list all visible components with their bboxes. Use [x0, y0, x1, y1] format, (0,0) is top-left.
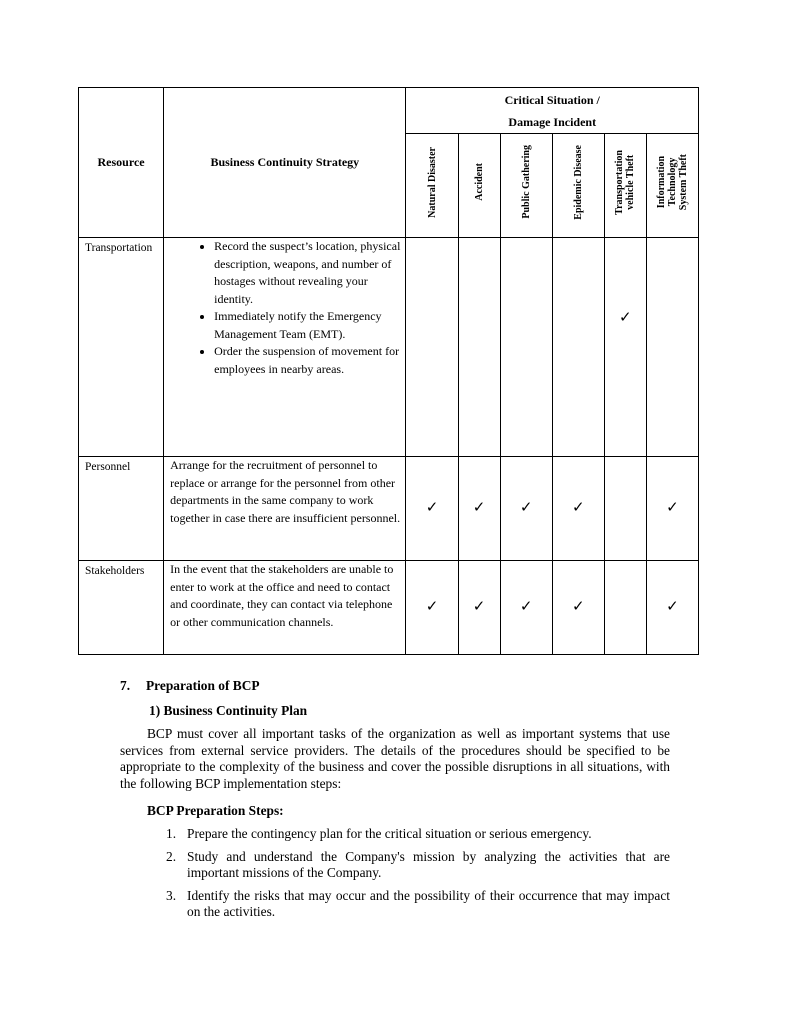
check-cell — [604, 561, 646, 655]
check-cell — [406, 238, 458, 457]
incident-header-line: Public Gathering — [520, 145, 532, 220]
subsection-heading: 1) Business Continuity Plan — [149, 703, 308, 718]
strategy-cell — [164, 457, 406, 561]
resource-cell: Transportation — [79, 238, 164, 457]
incident-header — [500, 134, 552, 238]
check-cell — [500, 457, 552, 561]
incident-header-label — [656, 154, 689, 210]
check-cell — [458, 561, 500, 655]
check-mark-icon: ✓ — [571, 499, 585, 516]
incident-header-line: vehicle Theft — [625, 154, 637, 210]
incident-header-label — [427, 147, 438, 218]
table-row — [79, 238, 699, 457]
step-text: Prepare the contingency plan for the critical situation or serious emergency. — [187, 826, 592, 841]
strategy-bullet: • Immediately notify the Emergency Management Team (EMT). — [214, 308, 401, 343]
check-mark-icon: ✓ — [666, 499, 679, 516]
check-mark-icon: ✓ — [472, 499, 486, 516]
check-cell — [646, 457, 698, 561]
strategy-text: In the event that the stakeholders are unable to enter to work at the office and need to contact and coordinate, they can contact via telephone or other communication channels. — [170, 562, 394, 629]
incident-header-line: Accident — [473, 163, 485, 202]
check-mark-icon: ✓ — [571, 598, 585, 615]
step-number: 1. — [166, 826, 177, 841]
check-cell — [646, 238, 698, 457]
resource-cell: Stakeholders — [79, 561, 164, 655]
resource-cell: Personnel — [79, 457, 164, 561]
strategy-text: Arrange for the recruitment of personnel to replace or arrange for the personnel from other departments in the same company to work together in case there are insufficient personnel. — [170, 458, 401, 525]
incident-header-line: Epidemic Disease — [572, 144, 584, 220]
table-row — [79, 457, 699, 561]
incident-header — [552, 134, 604, 238]
incident-header-line: Information — [655, 156, 667, 209]
strategy-cell — [164, 561, 406, 655]
incident-header-line: Natural Disaster — [426, 146, 438, 218]
header-critical-line1: Critical Situation / — [504, 93, 600, 107]
step-number: 3. — [166, 887, 177, 903]
step-number: 2. — [166, 848, 177, 864]
list-item — [166, 888, 670, 921]
incident-header — [646, 134, 698, 238]
section-number: 7. — [120, 678, 131, 693]
incident-header — [458, 134, 500, 238]
section-paragraph: BCP must cover all important tasks of the organization as well as important systems that use services from external service providers. The details of the procedures should be specified to be appropriate to the complexity of the business and cover the possible disruptions in all situations, with the following BCP implementation steps: — [120, 726, 670, 791]
strategy-bullet: • Record the suspect’s location, physical description, weapons, and number of hostages without revealing your identity. — [214, 238, 401, 308]
check-cell — [458, 238, 500, 457]
section-title: Preparation of BCP — [146, 678, 260, 693]
section-heading — [120, 678, 260, 694]
check-cell — [552, 238, 604, 457]
incident-header-line: System Theft — [677, 154, 689, 211]
list-item — [166, 826, 670, 843]
incident-header-label — [614, 150, 636, 215]
check-cell — [406, 457, 458, 561]
check-mark-icon: ✓ — [519, 499, 533, 516]
bcp-strategy-table — [78, 87, 699, 655]
incident-header-label — [521, 145, 532, 219]
header-resource: Resource — [79, 88, 164, 238]
strategy-bullet: • Order the suspension of movement for employees in nearby areas. — [214, 343, 401, 378]
table-row — [79, 561, 699, 655]
list-item — [166, 849, 670, 882]
check-mark-icon: ✓ — [619, 310, 632, 326]
check-cell — [500, 238, 552, 457]
incident-header-line: Transportation — [614, 149, 626, 215]
header-critical-line2: Damage Incident — [508, 115, 597, 129]
check-cell — [552, 561, 604, 655]
check-mark-icon: ✓ — [472, 598, 486, 615]
check-cell — [552, 457, 604, 561]
incident-header-line: Technology — [666, 157, 678, 207]
incident-header — [406, 134, 458, 238]
header-critical-situation — [406, 88, 699, 134]
incident-header-label — [573, 145, 584, 220]
check-cell — [500, 561, 552, 655]
check-mark-icon: ✓ — [425, 598, 439, 615]
strategy-cell — [164, 238, 406, 457]
check-mark-icon: ✓ — [425, 499, 439, 516]
step-text: Study and understand the Company's mission by analyzing the activities that are important missions of the Company. — [187, 848, 670, 880]
steps-list — [166, 826, 670, 927]
incident-header — [604, 134, 646, 238]
header-strategy: Business Continuity Strategy — [164, 88, 406, 238]
check-mark-icon: ✓ — [519, 598, 533, 615]
check-cell — [406, 561, 458, 655]
step-text: Identify the risks that may occur and the possibility of their occurrence that may impact on the activities. — [187, 887, 670, 919]
steps-title: BCP Preparation Steps: — [147, 803, 284, 818]
check-cell — [604, 457, 646, 561]
check-cell — [458, 457, 500, 561]
check-mark-icon: ✓ — [666, 598, 679, 615]
check-cell — [646, 561, 698, 655]
check-cell — [604, 238, 646, 457]
incident-header-label — [474, 163, 485, 201]
